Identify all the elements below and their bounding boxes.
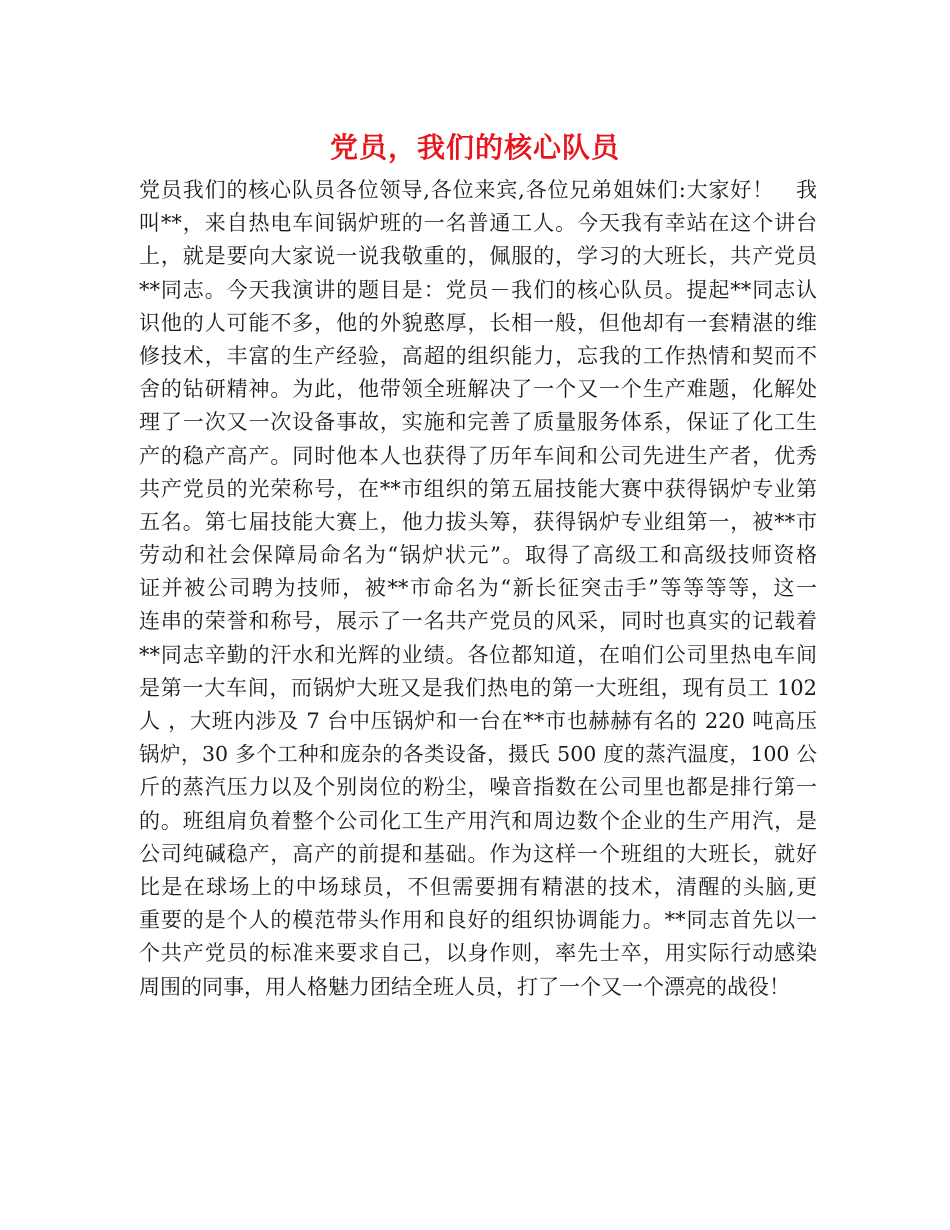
body-line: 的。班组肩负着整个公司化工生产用汽和周边数个企业的生产用汽，是 bbox=[139, 808, 817, 833]
body-line: 证并被公司聘为技师，被**市命名为“新长征突击手”等等等等，这一 bbox=[139, 576, 817, 601]
body-line: 个共产党员的标准来要求自己，以身作则，率先士卒，用实际行动感染 bbox=[139, 941, 817, 966]
body-line: 党员我们的核心队员各位领导,各位来宾,各位兄弟姐妹们:大家好！ 我 bbox=[139, 178, 817, 202]
body-line: 锅炉，30 多个工种和庞杂的各类设备，摄氏 500 度的蒸汽温度，100 公 bbox=[139, 742, 817, 767]
body-line: 识他的人可能不多，他的外貌憨厚，长相一般，但他却有一套精湛的维 bbox=[139, 310, 817, 335]
body-line: 理了一次又一次设备事故，实施和完善了质量服务体系，保证了化工生 bbox=[139, 410, 817, 435]
body-line: 比是在球场上的中场球员，不但需要拥有精湛的技术，清醒的头脑,更 bbox=[139, 874, 817, 899]
body-line: 周围的同事，用人格魅力团结全班人员，打了一个又一个漂亮的战役！ bbox=[139, 974, 790, 999]
body-line: 五名。第七届技能大赛上，他力拔头筹，获得锅炉专业组第一，被**市 bbox=[139, 509, 817, 534]
body-line: 重要的是个人的模范带头作用和良好的组织协调能力。**同志首先以一 bbox=[139, 908, 817, 933]
body-line: 舍的钻研精神。为此，他带领全班解决了一个又一个生产难题，化解处 bbox=[139, 377, 817, 402]
body-line: 斤的蒸汽压力以及个别岗位的粉尘，噪音指数在公司里也都是排行第一 bbox=[139, 775, 817, 800]
body-line: 劳动和社会保障局命名为“锅炉状元”。取得了高级工和高级技师资格 bbox=[139, 543, 817, 568]
body-line: 人 ，大班内涉及 7 台中压锅炉和一台在**市也赫赫有名的 220 吨高压 bbox=[139, 709, 817, 733]
body-line: 叫**，来自热电车间锅炉班的一名普通工人。今天我有幸站在这个讲台 bbox=[139, 211, 817, 236]
body-line: 修技术，丰富的生产经验，高超的组织能力，忘我的工作热情和契而不 bbox=[139, 343, 817, 368]
body-line: 是第一大车间，而锅炉大班又是我们热电的第一大班组，现有员工 102 bbox=[139, 675, 817, 700]
speech-body bbox=[139, 174, 817, 1004]
body-line: 共产党员的光荣称号，在**市组织的第五届技能大赛中获得锅炉专业第 bbox=[139, 476, 817, 501]
body-line: 连串的荣誉和称号，展示了一名共产党员的风采，同时也真实的记载着 bbox=[139, 609, 817, 634]
body-line: **同志。今天我演讲的题目是：党员－我们的核心队员。提起**同志认 bbox=[139, 277, 817, 302]
page-title: 党员，我们的核心队员 bbox=[329, 131, 620, 164]
body-line: 上，就是要向大家说一说我敬重的，佩服的，学习的大班长，共产党员 bbox=[139, 244, 817, 269]
body-line: **同志辛勤的汗水和光辉的业绩。各位都知道，在咱们公司里热电车间 bbox=[139, 642, 817, 667]
body-line: 公司纯碱稳产，高产的前提和基础。作为这样一个班组的大班长，就好 bbox=[139, 841, 817, 866]
body-line: 产的稳产高产。同时他本人也获得了历年车间和公司先进生产者，优秀 bbox=[139, 443, 817, 468]
